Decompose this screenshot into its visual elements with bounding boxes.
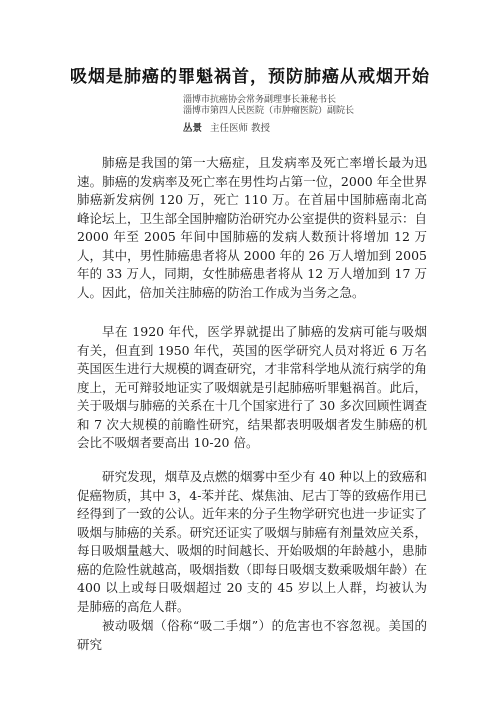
author-affiliation-2: 淄博市第四人民医院（市肿瘤医院）副院长	[183, 106, 355, 116]
document-title: 吸烟是肺癌的罪魁祸首，预防肺癌从戒烟开始	[70, 67, 430, 87]
body-paragraph	[77, 468, 427, 616]
paragraph-text: 早在 1920 年代，医学界就提出了肺癌的发病可能与吸烟有关，但直到 1950 年代，英国的医学研究人员对将近 6 万名英国医生进行大规模的调查研究，才非常科学地从流行病学的角度上，无可辩驳地证实了吸烟就是引起肺癌听罪魁祸首。此后，关于吸烟与肺癌的关系在十几个国家进行了 30 多次回顾性调查和 7 次大规模的前瞻性研究，结果都表明吸烟者发生肺癌的机会比不吸烟者要高出 10-20 倍。	[77, 324, 428, 450]
author-affiliation-1: 淄博市抗癌协会常务副理事长兼秘书长	[183, 95, 337, 105]
body-paragraph	[77, 617, 427, 654]
paragraph-text: 研究发现，烟草及点燃的烟雾中至少有 40 种以上的致癌和促癌物质，其中 3，4-苯并芘、煤焦油、尼古丁等的致癌作用已经得到了一致的公认。近年来的分子生物学研究也进一步证实了吸烟与肺癌的关系。研究还证实了吸烟与肺癌有剂量效应关系，每日吸烟量越大、吸烟的时间越长、开始吸烟的年龄越小，患肺癌的危险性就越高，吸烟指数（即每日吸烟支数乘吸烟年龄）在 400 以上或每日吸烟超过 20 支的 45 岁以上人群，均被认为是肺癌的高危人群。	[77, 469, 428, 614]
body-paragraph	[77, 323, 427, 453]
paragraph-text: 肺癌是我国的第一大癌症，且发病率及死亡率增长最为迅速。肺癌的发病率及死亡率在男性均占第一位，2000 年全世界肺癌新发病例 120 万，死亡 110 万。在首届中国肺癌南北高峰论坛上，卫生部全国肿瘤防治研究办公室提供的资料显示：自 2000 年至 2005 年间中国肺癌的发病人数预计将增加 12 万人，其中，男性肺癌患者将从 2000 年的 26 万人增加到 2005 年的 33 万人，同期，女性肺癌患者将从 12 万人增加到 17 万人。因此，倍加关注肺癌的防治工作成为当务之急。	[77, 155, 428, 300]
body-paragraph	[77, 154, 427, 302]
author-name: 丛景	[183, 123, 203, 134]
paragraph-text: 被动吸烟（俗称“吸二手烟”）的危害也不容忽视。美国的研究	[77, 618, 427, 652]
author-titles: 主任医师 教授	[210, 123, 271, 134]
author-byline	[183, 120, 270, 134]
